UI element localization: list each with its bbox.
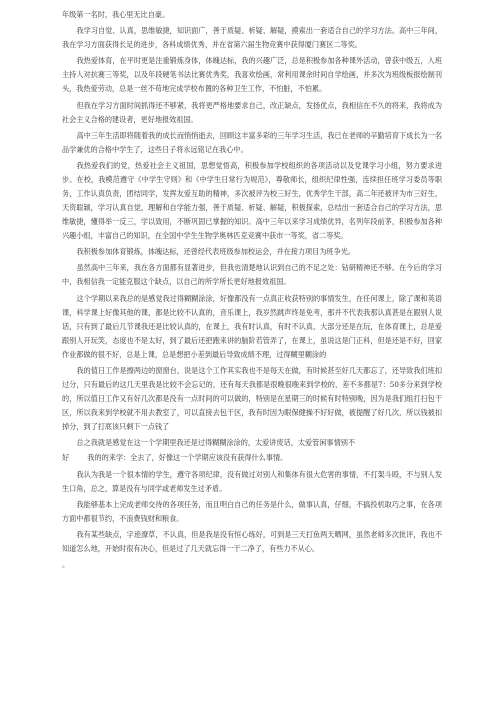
paragraph: 年级第一名时，我心里无比自豪。 [62, 10, 170, 19]
paragraph: 我认为我是一个很本情的学生，遵守各项纪律，没有做过对别人和集体有很大危害的事情，不打架斗殴，不与别人发生口角，总之，算是没有与同学或老师发生过矛盾。 [62, 469, 442, 493]
paragraph: 虽然高中三年来，我在各方面都有显著进步，但我也清楚地认识到自己的不足之处：钻研精神还不够。在今后的学习中，我相信我一定能克服这个缺点，以自己的所学所长更好地报效祖国。 [62, 263, 442, 287]
paragraph: 高中三年生活即将随着我的成长而悄悄逝去，回顾这丰富多彩的三年学习生活，我已在老师的辛勤培育下成长为一名品学兼优的合格中学生了，这些日子将永远铭记在我心中。 [62, 130, 442, 154]
paragraph: 总之我就是感觉在这一个学期里我还是过得糊糊涂涂的，太爱讲废话，太爱管闲事情别不 [76, 437, 355, 447]
paragraph: 我能够基本上完成老师交待的各项任务，而且明白自己的任务是什么，做事认真，仔细，不搞投机取巧之事，在各项方面中都很节约，不浪费钱财和粮食。 [62, 499, 442, 523]
paragraph: 我热爱体育，在平时更是注重锻炼身体，体魄达标，我的兴趣广泛，总是积极参加各种课外活动，曾获中级五，入班主持人对抗赛三等奖，以及年段硬笔书法比赛优秀奖，我喜欢绘画，常利用课余时间自学绘画，并多次为班级板报绘制刊头，我热爱劳动，总是一丝不苟地完成学校布置的各种卫生工作，不怕脏，不怕累。 [62, 56, 442, 94]
paragraph: 我热爱我们的党，热爱社会主义祖国，思想觉悟高，积极参加学校组织的各项活动以及党课学习小组，努力要求进步。在校，我模范遵守《中学生守则》和《中学生日常行为规范》，尊敬师长，组织纪律性强，连续担任班学习委员等职务，工作认真负责，团结同学，发挥友爱互助的精神，多次被评为校三好生，优秀学生干部，高二年还被评为市三好生，天资聪颖，学习认真自觉，理解和自学能力强，善于质疑、析疑、解疑，积极探索，总结出一套适合自己的学习方法，思维敏捷，懂得举一反三，学以致用，不断巩固已掌握的知识。高中三年以来学习成绩优异，名列年段前茅，积极参加各种兴趣小组，丰富自己的知识，在全国中学生生物学奥林匹克竞赛中获市一等奖，省二等奖。 [62, 160, 442, 240]
paragraph: 我学习自觉、认真，思维敏捷，知识面广，善于质疑、析疑、解疑，摸索出一套适合自己的学习方法。高中三年间，我在学习方面获得长足的进步，各科成绩优秀，并在省第六届生物竞赛中获得厦门赛区二等奖。 [62, 26, 442, 50]
paragraph: 好 我的的来学：全去了，好像这一个学期应该没有获得什么事情。 [62, 453, 288, 463]
paragraph: 。 [62, 560, 70, 570]
paragraph: 这个学期以来我总的是感觉我过得糊糊涂涂，好像都没有一点真正收获特别的事情发生，在任何课上，除了课和英语课，科学课上好像其他的课，都是比较不认真的，音乐课上，我岁然跳声终是免考，那并不代表我那认真甚是在跟别人说话，只有到了最后几节课我还是比较认真的，在课上，我有时认真，有时不认真，大部分还是在玩，在体育课上，总是爱跟别人开玩笑，态度也不是太好，到了最后还把跑来讲的脑阶若管弄了，在课上，虽说这是门正科，但是还是不好，回家作业都做的很不好，总是上课，总是想把小差到最后导致成绩不理，过得糊里糊涂的 [62, 293, 442, 359]
paragraph: 我的值日工作是擦两边的窗窗台，说是这个工作其实我也不是每天在做，有时候甚至好几天都忘了，还导致我们班扣过分，只有最后的这几天里我是比较不会忘记的，还有每天我都是很晚很晚来到学校的，差不多都是7：50多分来到学校的，所以值日工作又有好几次都是没有一点时间的可以做的，特别是在星期三的时候有时特别晚，因为是我们组打扫包干区，所以我来到学校就不用去教室了，可以直接去包干区，我有时因为眼保健操不好好做，被提醒了好几次，所以钱被扣掉分，到了打底该只剩下一点钱了 [62, 365, 442, 431]
paragraph: 我积极参加体育锻炼，体魄达标，还曾经代表班级参加校运会，并在接力项目为班争光。 [76, 247, 355, 257]
document-body [62, 8, 442, 574]
paragraph: 但我在学习方面时间抓得还不够紧，我将更严格地要求自己，改正缺点，发扬优点，我相信在不久的将来，我将成为社会主义合格的建设者，更好地报效祖国。 [62, 100, 442, 124]
paragraph: 我有某些缺点，字迹潦草，不认真，但是我是没有恒心练好，可到是三天打鱼两天晒网，虽然老师多次批评，我也不知道怎么地，开始时很有决心，但是过了几天就忘得一干二净了，有些力不从心。 [62, 529, 442, 553]
